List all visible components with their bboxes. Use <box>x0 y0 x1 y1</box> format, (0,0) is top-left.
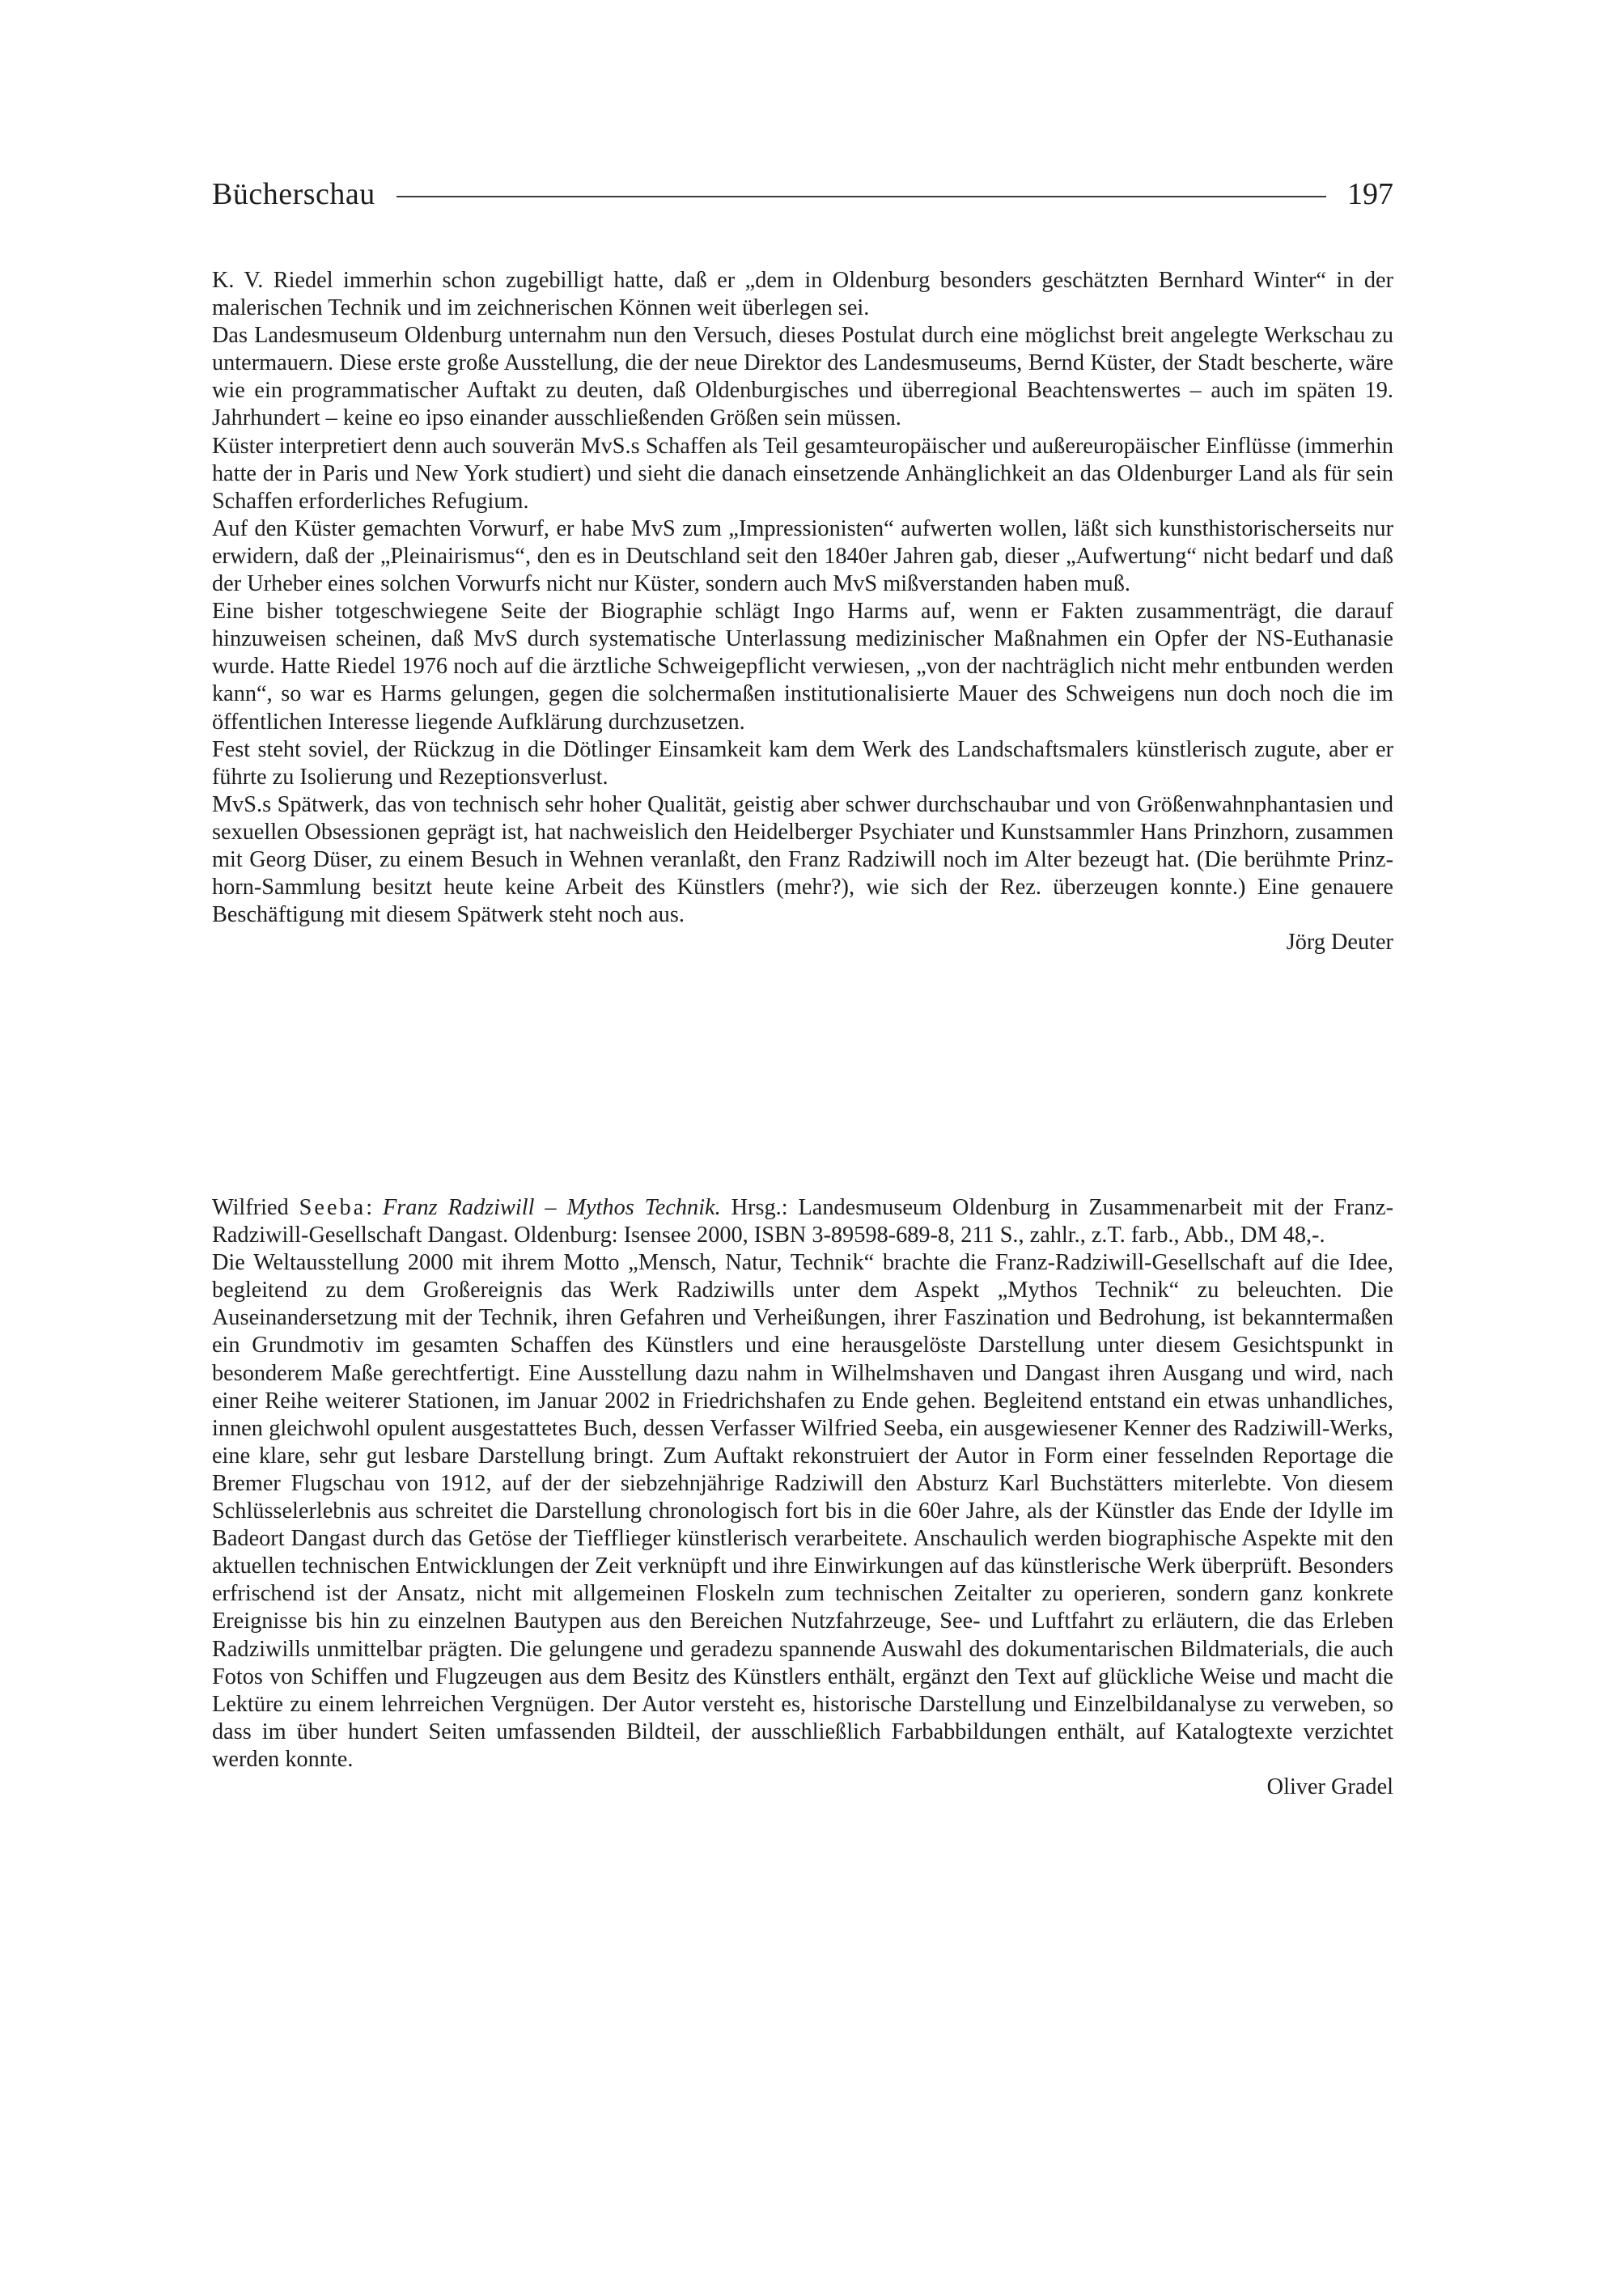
paragraph: Küster interpretiert denn auch souverän MvS.s Schaffen als Teil gesamteuropäischer und außereuropäischer Einflüsse (immerhin hatte der in Paris und New York studiert) und sieht die danach einsetzende Anhänglichkeit an das Oldenburger Land als für sein Schaffen erforderliches Refugium. <box>212 433 1393 514</box>
page-number: 197 <box>1347 177 1393 211</box>
paragraph: Eine bisher totgeschwiegene Seite der Biographie schlägt Ingo Harms auf, wenn er Fakten zusammenträgt, die darauf hinzuweisen scheinen, daß MvS durch systematische Unterlassung medizinischer Maßnahmen ein Opfer der NS-Euthanasie wurde. Hatte Riedel 1976 noch auf die ärztliche Schweigepflicht verwiesen, „von der nachträglich nicht mehr entbunden werden kann“, so war es Harms gelungen, gegen die solchermaßen institutionalisierte Mauer des Schweigens nun doch noch die im öffentlichen Interesse liegende Aufklärung durchzusetzen. <box>212 599 1393 735</box>
review-deuter <box>212 267 1393 956</box>
document-page <box>212 0 1393 2293</box>
author-last-name: Seeba <box>299 1195 367 1220</box>
reviewer-signature: Oliver Gradel <box>1266 1774 1393 1799</box>
reviewer-signature: Jörg Deuter <box>1286 930 1393 956</box>
author-separator: : <box>366 1195 383 1220</box>
bibliographic-entry <box>212 1194 1393 1249</box>
paragraph: Die Weltausstellung 2000 mit ihrem Motto „Mensch, Natur, Technik“ brachte die Franz-Radziwill-Gesellschaft auf die Idee, begleitend zu dem Großereignis das Werk Radziwills unter dem Aspekt „Mythos Technik“ zu beleuchten. Die Auseinandersetzung mit der Technik, ihren Gefahren und Verheißungen, ihrer Faszination und Bedrohung, ist bekanntermaßen ein Grundmotiv im gesamten Schaffen des Künstlers und eine herausgelöste Darstellung unter diesem Gesichtspunkt in besonderem Maße gerechtfertigt. Eine Ausstellung dazu nahm in Wilhelmshaven und Dangast ihren Ausgang und wird, nach einer Reihe weiterer Stationen, im Januar 2002 in Friedrichshafen zu Ende gehen. Begleitend entstand ein etwas unhandliches, innen gleichwohl opulent ausgestattetes Buch, dessen Verfasser Wilfried Seeba, ein ausgewiesener Kenner des Radziwill-Werks, eine klare, sehr gut lesbare Darstellung bringt. Zum Auftakt rekonstruiert der Autor in Form einer fesselnden Reportage die Bremer Flugschau von 1912, auf der der siebzehnjährige Radziwill den Absturz Karl Buchstätters miterlebte. Von diesem Schlüsselerlebnis aus schreitet die Darstellung chronologisch fort bis in die 60er Jahre, als der Künstler das Ende der Idylle im Badeort Dangast durch das Getöse der Tiefflieger künstlerisch verarbeitete. Anschaulich werden biographische Aspekte mit den aktuellen technischen Entwicklungen der Zeit verknüpft und ihre Einwirkungen auf das künstlerische Werk überprüft. Besonders erfrischend ist der Ansatz, nicht mit allgemeinen Floskeln zum technischen Zeitalter zu operieren, sondern ganz konkrete Ereignisse bis hin zu einzelnen Bautypen aus den Bereichen Nutzfahrzeuge, See- und Luftfahrt zu erläutern, die das Erleben Radziwills unmittelbar prägten. Die gelungene und geradezu spannende Auswahl des dokumentarischen Bildmaterials, die auch Fotos von Schiffen und Flugzeugen aus dem Besitz des Künstlers enthält, ergänzt den Text auf glückliche Weise und macht die Lektüre zu einem lehrreichen Vergnügen. Der Autor versteht es, historische Darstellung und Einzelbildanalyse zu verweben, so dass im über hundert Seiten umfassenden Bildteil, der ausschließlich Farbabbildungen enthält, auf Katalogtexte verzichtet werden konnte. <box>212 1250 1393 1772</box>
book-title: Franz Radziwill – Mythos Technik. <box>383 1195 721 1220</box>
paragraph: Das Landesmuseum Oldenburg unternahm nun den Versuch, dieses Postulat durch eine möglichst breit angelegte Werkschau zu untermauern. Diese erste große Ausstellung, die der neue Direktor des Landesmuseums, Bernd Küster, der Stadt bescherte, wäre wie ein programmatischer Auftakt zu deuten, daß Oldenburgisches und überregional Beachtenswertes – auch im späten 19. Jahrhundert – keine eo ipso einander ausschließenden Größen sein müssen. <box>212 323 1393 431</box>
paragraph: K. V. Riedel immerhin schon zugebilligt hatte, daß er „dem in Oldenburg besonders geschätzten Bernhard Winter“ in der malerischen Technik und im zeichnerischen Können weit überlegen sei. <box>212 268 1393 321</box>
running-title: Bücherschau <box>212 177 375 211</box>
bibliographic-details: Hrsg.: Landesmuseum Oldenburg in Zusammenarbeit mit der Franz-Radziwill-Gesellschaft Dangast. Oldenburg: Isensee 2000, ISBN 3-89598-689-8, 211 S., zahlr., z.T. farb., Abb., DM 48,-. <box>212 1195 1393 1248</box>
review-gradel <box>212 1194 1393 1801</box>
header-rule <box>396 196 1326 197</box>
paragraph: Auf den Küster gemachten Vorwurf, er habe MvS zum „Impressionisten“ aufwerten wollen, läßt sich kunsthistorischerseits nur erwidern, daß der „Pleinairismus“, den es in Deutschland seit den 1840er Jahren gab, dieser „Aufwertung“ nicht bedarf und daß der Urheber eines solchen Vorwurfs nicht nur Küster, sondern auch MvS mißverstanden haben muß. <box>212 515 1393 597</box>
author-first-name: Wilfried <box>212 1195 299 1220</box>
paragraph: MvS.s Spätwerk, das von technisch sehr hoher Qualität, geistig aber schwer durchschaubar und von Größenwahnphantasien und sexuellen Obsessionen geprägt ist, hat nachweislich den Heidelberger Psychiater und Kunstsammler Hans Prinzhorn, zusammen mit Georg Düser, zu einem Besuch in Wehnen veranlaßt, den Franz Radziwill noch im Alter bezeugt hat. (Die berühmte Prinzhorn-Sammlung besitzt heute keine Arbeit des Künstlers (mehr?), wie sich der Rez. überzeugen konnte.) Eine genauere Beschäftigung mit diesem Spätwerk steht noch aus. <box>212 791 1393 928</box>
running-header <box>212 170 1393 218</box>
paragraph: Fest steht soviel, der Rückzug in die Dötlinger Einsamkeit kam dem Werk des Landschaftsmalers künstlerisch zugute, aber er führte zu Isolierung und Rezeptionsverlust. <box>212 736 1393 790</box>
